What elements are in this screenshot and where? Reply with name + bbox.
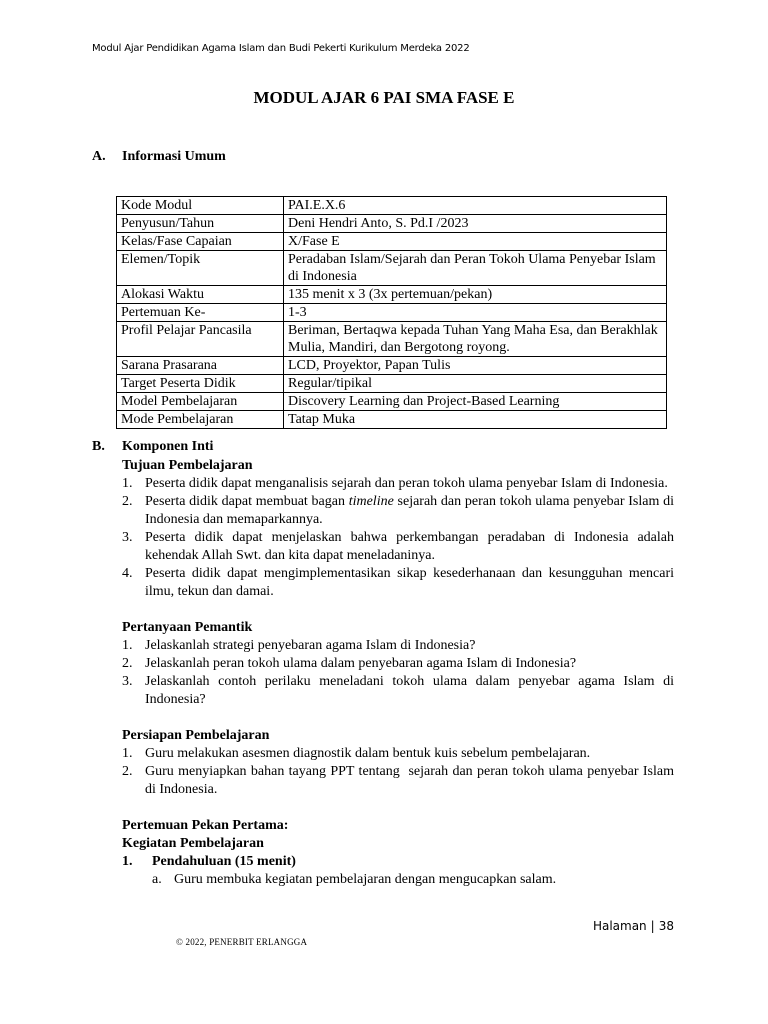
info-key: Kelas/Fase Capaian [117,233,284,251]
list-item [122,565,674,601]
info-key: Model Pembelajaran [117,393,284,411]
info-table [116,196,667,429]
section-a-title: Informasi Umum [122,149,226,164]
info-value: 135 menit x 3 (3x pertemuan/pekan) [284,286,667,304]
section-b-letter: B. [92,439,105,454]
list-item [122,475,674,493]
info-key: Penyusun/Tahun [117,215,284,233]
info-row [117,411,667,429]
pemantik-list [122,637,674,709]
pertemuan-title: Pertemuan Pekan Pertama: [122,818,289,833]
info-key: Sarana Prasarana [117,357,284,375]
info-row [117,215,667,233]
list-item [122,655,674,673]
info-key: Mode Pembelajaran [117,411,284,429]
info-value: Peradaban Islam/Sejarah dan Peran Tokoh Ulama Penyebar Islam di Indonesia [284,251,667,286]
persiapan-title: Persiapan Pembelajaran [122,728,270,743]
page-separator: | [650,919,655,933]
info-value: 1-3 [284,304,667,322]
info-key: Elemen/Topik [117,251,284,286]
step-pendahuluan-a [122,871,674,889]
info-value: Discovery Learning dan Project-Based Learning [284,393,667,411]
item-text: Guru melakukan asesmen diagnostik dalam bentuk kuis sebelum pembelajaran. [145,746,591,761]
item-number: 2. [122,494,133,509]
pemantik-title: Pertanyaan Pemantik [122,620,253,635]
info-key: Alokasi Waktu [117,286,284,304]
info-key: Target Peserta Didik [117,375,284,393]
item-number: 1. [122,638,133,653]
info-row [117,393,667,411]
info-value: Regular/tipikal [284,375,667,393]
step-pendahuluan [122,853,674,871]
section-b-content [122,457,678,889]
info-row [117,322,667,357]
item-text: Jelaskanlah strategi penyebaran agama Islam di Indonesia? [145,638,476,653]
info-row [117,375,667,393]
item-number: 1. [122,746,133,761]
info-row [117,197,667,215]
item-text: Guru menyiapkan bahan tayang PPT tentang sejarah dan peran tokoh ulama penyebar Islam di Indonesia. [145,764,678,797]
info-row [117,286,667,304]
kegiatan-title: Kegiatan Pembelajaran [122,836,264,851]
running-header: Modul Ajar Pendidikan Agama Islam dan Budi Pekerti Kurikulum Merdeka 2022 [92,43,470,54]
list-item [122,637,674,655]
publisher-footer: © 2022, PENERBIT ERLANGGA [176,937,308,947]
item-number: 2. [122,764,133,779]
item-text: Peserta didik dapat mengimplementasikan sikap kesederhanaan dan kesungguhan mencari ilmu, tekun dan damai. [145,566,674,599]
info-key: Profil Pelajar Pancasila [117,322,284,357]
info-value: X/Fase E [284,233,667,251]
tujuan-list [122,475,674,601]
section-b-title: Komponen Inti [122,439,214,454]
info-value: Beriman, Bertaqwa kepada Tuhan Yang Maha Esa, dan Berakhlak Mulia, Mandiri, dan Bergotong royong. [284,322,667,357]
list-item [122,529,674,565]
step-number: 1. [122,854,133,869]
item-text-emphasis: timeline [348,494,394,509]
list-item [122,745,674,763]
info-value: PAI.E.X.6 [284,197,667,215]
list-item [122,493,674,529]
item-text: Peserta didik dapat menganalisis sejarah dan peran tokoh ulama penyebar Islam di Indonesia. [145,476,668,491]
info-row [117,251,667,286]
page-label: Halaman [592,919,647,933]
step-text: Pendahuluan (15 menit) [152,854,296,869]
info-row [117,304,667,322]
item-number: 1. [122,476,133,491]
item-number: 3. [122,530,133,545]
tujuan-title: Tujuan Pembelajaran [122,458,253,473]
item-number: 3. [122,674,133,689]
info-key: Kode Modul [117,197,284,215]
info-key: Pertemuan Ke- [117,304,284,322]
info-value: LCD, Proyektor, Papan Tulis [284,357,667,375]
item-text: Jelaskanlah peran tokoh ulama dalam penyebaran agama Islam di Indonesia? [145,656,577,671]
persiapan-list [122,745,678,799]
item-number: 4. [122,566,133,581]
section-a-letter: A. [92,149,106,164]
info-value: Tatap Muka [284,411,667,429]
list-item [122,673,674,709]
substep-text: Guru membuka kegiatan pembelajaran dengan mengucapkan salam. [174,872,557,887]
item-number: 2. [122,656,133,671]
document-title: MODUL AJAR 6 PAI SMA FASE E [253,88,515,107]
page-number-value: 38 [658,919,674,933]
info-row [117,357,667,375]
info-row [117,233,667,251]
substep-letter: a. [152,872,162,887]
item-text: Jelaskanlah contoh perilaku meneladani tokoh ulama dalam penyebar agama Islam di Indonesia? [145,674,674,707]
item-text: Peserta didik dapat menjelaskan bahwa perkembangan peradaban di Indonesia adalah kehendak Allah Swt. dan kita dapat meneladaninya. [145,530,674,563]
page-number [593,919,674,933]
list-item [122,763,678,799]
item-text-after: sejarah dan peran tokoh ulama penyebar Islam di Indonesia dan memaparkannya. [145,494,674,527]
item-text-before: Peserta didik dapat membuat bagan [145,494,349,509]
info-value: Deni Hendri Anto, S. Pd.I /2023 [284,215,667,233]
